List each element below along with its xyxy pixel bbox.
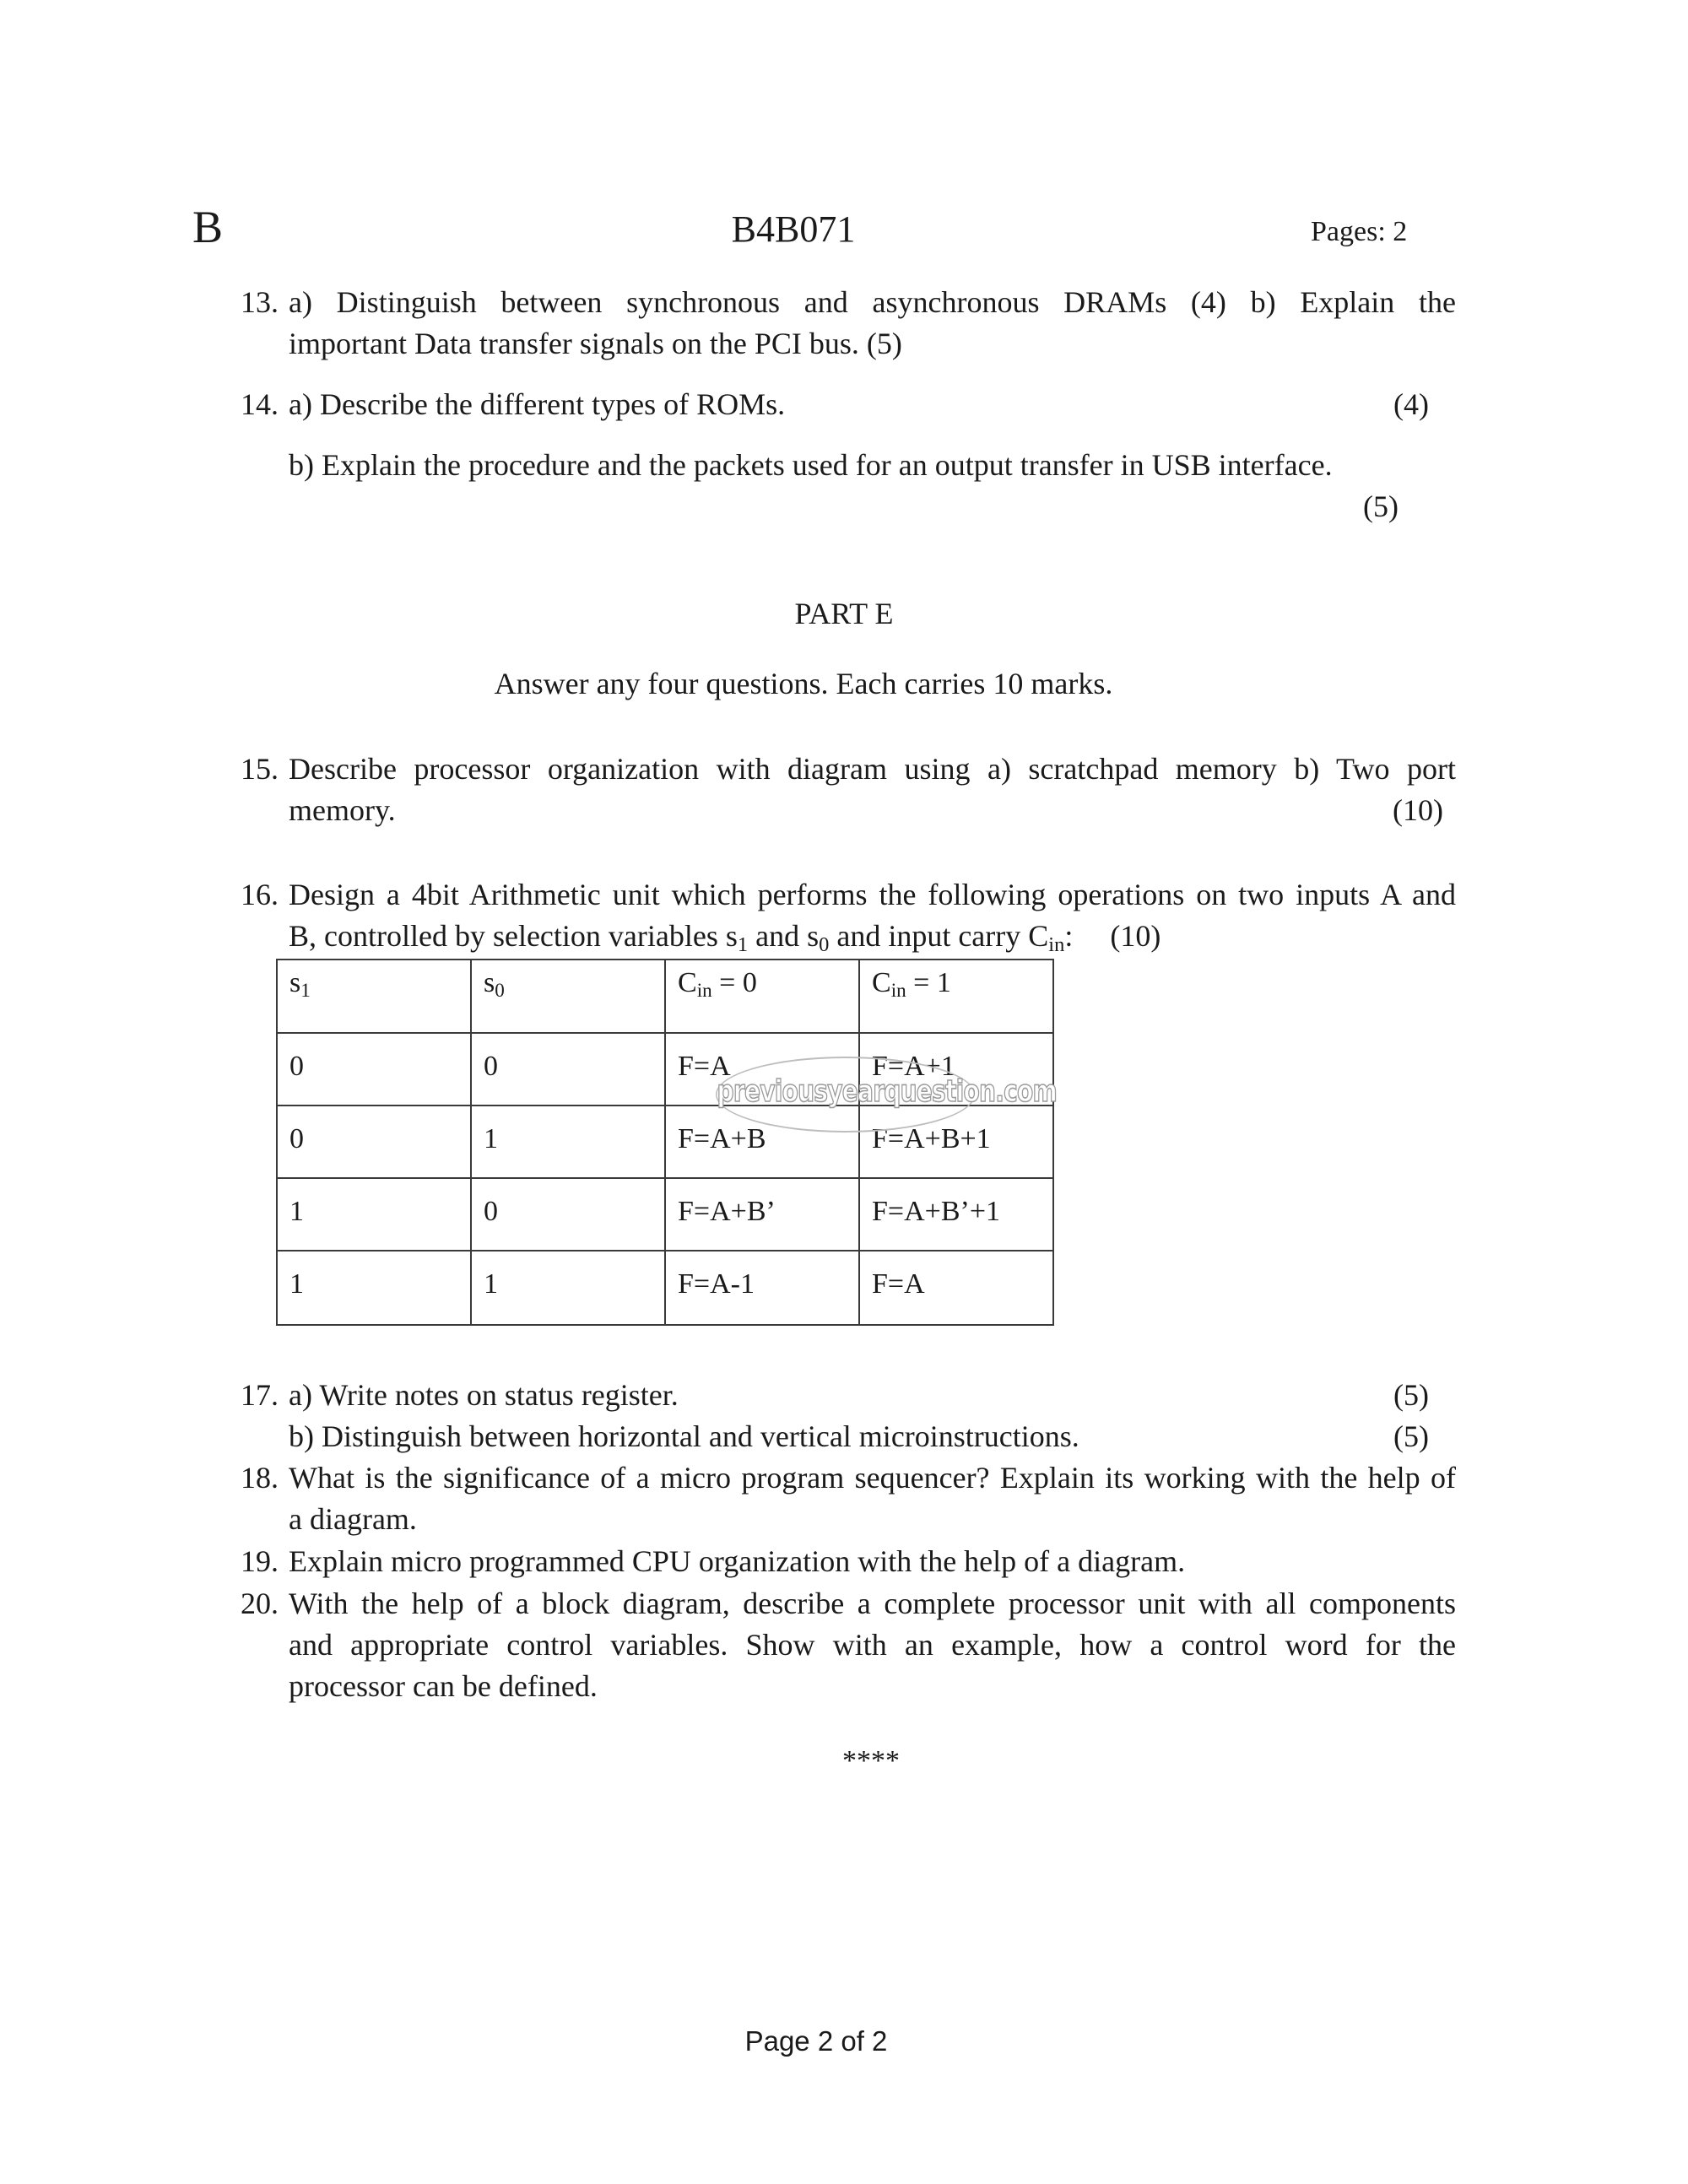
question-part-b: b) Distinguish between horizontal and vertical microinstructions. [289,1419,1079,1453]
table-cell: F=A+B’ [665,1178,859,1251]
question-part-a: a) Describe the different types of ROMs. [289,387,786,421]
question-17 [241,1375,1456,1457]
question-16 [241,874,1456,965]
table-row [277,1251,1053,1325]
question-text-continued: memory. [289,793,396,827]
marks-label: (5) [1363,489,1399,523]
table-cell: 1 [471,1251,665,1325]
question-19 [241,1541,1456,1582]
end-marker: **** [842,1745,900,1776]
table-header-cell: Cin = 1 [859,960,1053,1033]
table-cell: F=A [859,1251,1053,1325]
table-header-row [277,960,1053,1033]
question-15 [241,749,1456,831]
table-cell: 0 [471,1033,665,1106]
question-20 [241,1583,1456,1707]
operations-table [276,959,1054,1326]
marks-label: (10) [1110,919,1161,953]
table-cell: F=A-1 [665,1251,859,1325]
question-text: Explain micro programmed CPU organization with the help of a diagram. [289,1544,1186,1578]
table-header-cell: s1 [277,960,471,1033]
marks-label: (10) [1393,793,1443,827]
table-cell: 1 [277,1178,471,1251]
question-set-letter: B [192,202,224,252]
marks-label: (5) [1393,1419,1429,1453]
table-cell: F=A+1 [859,1033,1053,1106]
question-text-continued: and appropriate control variables. Show with an example, how a control word for the [289,1628,1456,1662]
question-text: What is the significance of a micro program sequencer? Explain its working with the help of [289,1461,1456,1495]
question-number: 19. [241,1544,279,1578]
question-text: a) Distinguish between synchronous and asynchronous DRAMs (4) b) Explain the [289,285,1456,319]
table-cell: F=A+B’+1 [859,1178,1053,1251]
question-text-continued: processor can be defined. [289,1669,598,1703]
table-header-cell: Cin = 0 [665,960,859,1033]
question-text-continued: a diagram. [289,1502,417,1536]
marks-label: (4) [1393,387,1429,421]
question-14 [241,384,1456,425]
question-number: 17. [241,1378,279,1412]
question-text-continued: B, controlled by selection variables s1 and s0 and input carry Cin: (10) [289,919,1161,957]
page-count: Pages: 2 [1311,216,1408,247]
question-text: Describe processor organization with diagram using a) scratchpad memory b) Two port [289,752,1456,786]
table-cell: 0 [277,1106,471,1178]
table-cell: F=A+B+1 [859,1106,1053,1178]
question-number: 18. [241,1461,279,1495]
question-text-continued: important Data transfer signals on the PCI bus. (5) [289,327,902,360]
section-instructions: Answer any four questions. Each carries 10 marks. [494,667,1113,700]
watermark-logo: previousyearquestion.com [716,1057,975,1133]
question-number: 15. [241,752,279,786]
question-text: Design a 4bit Arithmetic unit which performs the following operations on two inputs A and [289,878,1456,911]
marks-label: (5) [1393,1378,1429,1412]
table-cell: 1 [277,1251,471,1325]
question-part-a: a) Write notes on status register. [289,1378,679,1412]
section-heading: PART E [794,597,894,630]
question-14b [241,445,1456,527]
table-cell: F=A [665,1033,859,1106]
question-number: 14. [241,387,279,421]
question-number: 13. [241,285,279,319]
question-18 [241,1457,1456,1540]
table-cell: F=A+B [665,1106,859,1178]
question-text: With the help of a block diagram, describe a complete processor unit with all components [289,1587,1456,1620]
table-cell: 0 [471,1178,665,1251]
page-footer: Page 2 of 2 [744,2025,888,2057]
question-number: 20. [241,1587,279,1620]
table-cell: 1 [471,1106,665,1178]
table-row [277,1178,1053,1251]
question-13 [241,282,1456,365]
paper-code: B4B071 [731,208,856,250]
table-header-cell: s0 [471,960,665,1033]
question-number: 16. [241,878,279,911]
table-cell: 0 [277,1033,471,1106]
question-part-b: b) Explain the procedure and the packets used for an output transfer in USB interface. [289,448,1333,482]
